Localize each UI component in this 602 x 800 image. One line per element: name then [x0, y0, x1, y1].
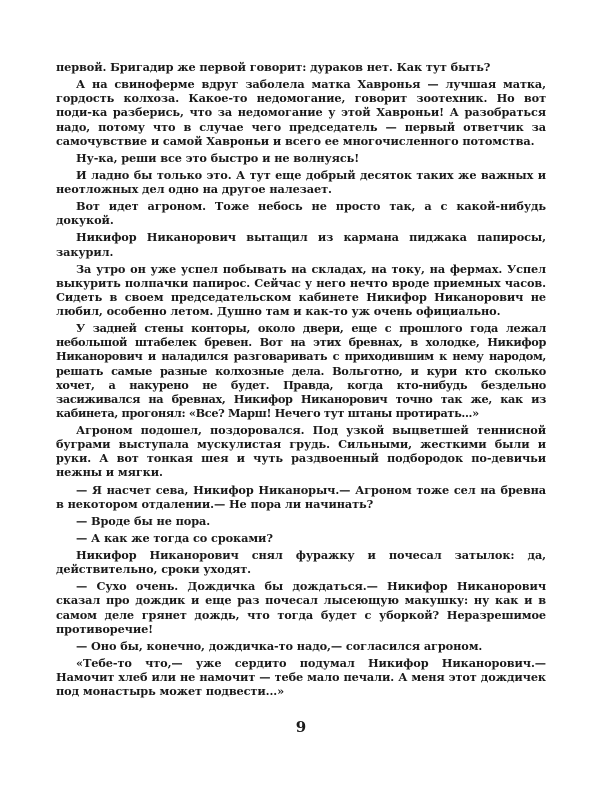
- paragraph: Вот идет агроном. Тоже небось не просто так, а с какой-нибудь докукой.: [56, 199, 546, 228]
- paragraph: Ну-ка, реши все это быстро и не волнуясь!: [76, 150, 360, 165]
- paragraph: И ладно бы только это. А тут еще добрый десяток таких же важных и неотложных дел одно на другое налезает.: [56, 167, 546, 196]
- page-number: 9: [295, 718, 307, 736]
- paragraph: — Сухо очень. Дождичка бы дождаться.— Никифор Никанорович сказал про дождик и еще раз почесал лысеющую макушку: ну как и в самом деле грянет дождь, что тогда будет с уборкой? Неразрешимое противоречие!: [56, 579, 546, 636]
- paragraph: первой. Бригадир же первой говорит: дураков нет. Как тут быть?: [56, 60, 491, 74]
- paragraph: За утро он уже успел побывать на складах, на току, на фермах. Успел выкурить полпачки папирос. Сейчас у него нечто вроде приемных часов. Сидеть в своем председательском кабинете Никифор Никанорович не любил, особенно летом. Душно там и как-то уж очень официально.: [56, 261, 546, 318]
- paragraph: — Оно бы, конечно, дождичка-то надо,— согласился агроном.: [76, 638, 483, 653]
- paragraph: Никифор Никанорович вытащил из кармана пиджака папиросы, закурил.: [56, 230, 546, 259]
- paragraph: — Я насчет сева, Никифор Никанорыч.— Агроном тоже сел на бревна в некотором отдалении.— Не пора ли начинать?: [56, 482, 546, 511]
- paragraph: «Тебе-то что,— уже сердито подумал Никифор Никанорович.— Намочит хлеб или не намочит — тебе мало печали. А меня этот дождичек под монастырь может подвести...»: [56, 655, 546, 699]
- page-text: [56, 60, 546, 701]
- paragraph: А на свиноферме вдруг заболела матка Хавронья — лучшая матка, гордость колхоза. Какое-то недомогание, говорит зоотехник. Но вот поди-ка разберись, что за недомогание у этой Хавроньи! А разобраться надо, потому что в случае чего председатель — первый ответчик за самочувствие и самой Хавроньи и всего ее многочисленного потомства.: [56, 77, 546, 148]
- paragraph: — Вроде бы не пора.: [76, 513, 211, 528]
- paragraph: — А как же тогда со сроками?: [76, 530, 273, 545]
- paragraph: Агроном подошел, поздоровался. Под узкой выцветшей теннисной буграми выступала мускулистая грудь. Сильными, жесткими были и руки. А вот тонкая шея и чуть раздвоенный подбородок по-девичьи нежны и мягки.: [56, 423, 546, 480]
- paragraph: Никифор Никанорович снял фуражку и почесал затылок: да, действительно, сроки уходят.: [56, 548, 546, 577]
- paragraph: У задней стены конторы, около двери, еще с прошлого года лежал небольшой штабелек бревен. Вот на этих бревнах, в холодке, Никифор Никанорович и наладился разговаривать с приходившим к нему народом, решать самые разные колхозные дела. Вольготно, и кури кто сколько хочет, а накурено не будет. Правда, когда кто-нибудь бездельно засиживался на бревнах, Никифор Никанорович точно так же, как из кабинета, прогонял: «Все? Марш! Нечего тут штаны протирать...»: [56, 321, 546, 420]
